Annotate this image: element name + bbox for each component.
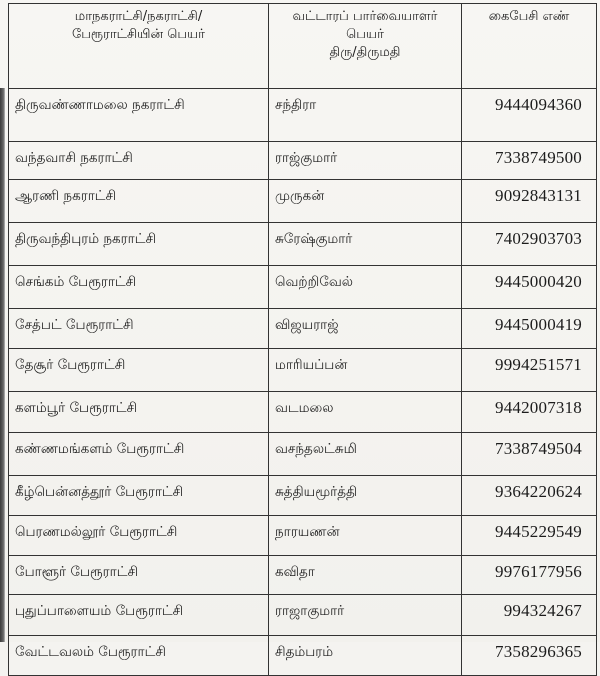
local-body-name: ஆரணி நகராட்சி — [9, 180, 269, 223]
mobile-number: 9976177956 — [462, 556, 597, 595]
observer-name: ராஜாகுமார் — [269, 595, 462, 636]
observer-name: வசந்தலட்சுமி — [269, 433, 462, 476]
mobile-number: 7358296365 — [462, 636, 597, 676]
header-local-body-name: மாநகராட்சி/நகராட்சி/ பேரூராட்சியின் பெயர் — [9, 4, 269, 89]
mobile-number: 9445000419 — [462, 309, 597, 349]
page-edge-shadow — [0, 88, 5, 642]
local-body-name: திருவந்திபுரம் நகராட்சி — [9, 223, 269, 266]
mobile-number: 9445229549 — [462, 516, 597, 556]
local-body-name: தேசூர் பேரூராட்சி — [9, 349, 269, 392]
table-row — [9, 266, 597, 309]
table-row — [9, 516, 597, 556]
mobile-number: 7338749500 — [462, 142, 597, 180]
table-row — [9, 476, 597, 516]
observer-name: ராஜ்குமார் — [269, 142, 462, 180]
observer-name: விஜயராஜ் — [269, 309, 462, 349]
mobile-number: 9092843131 — [462, 180, 597, 223]
mobile-number: 9444094360 — [462, 89, 597, 142]
mobile-number: 9442007318 — [462, 392, 597, 433]
table-header-row — [9, 4, 597, 89]
local-body-name: கீழ்பென்னத்தூர் பேரூராட்சி — [9, 476, 269, 516]
table-row — [9, 223, 597, 266]
observer-name: சுத்தியமூர்த்தி — [269, 476, 462, 516]
mobile-number: 7338749504 — [462, 433, 597, 476]
observer-contacts-table — [8, 3, 597, 676]
mobile-number: 9994251571 — [462, 349, 597, 392]
mobile-number: 994324267 — [462, 595, 597, 636]
mobile-number: 9364220624 — [462, 476, 597, 516]
observer-name: வெற்றிவேல் — [269, 266, 462, 309]
observer-name: சிதம்பரம் — [269, 636, 462, 676]
observer-name: நாரயணன் — [269, 516, 462, 556]
table-row — [9, 556, 597, 595]
local-body-name: போளூர் பேரூராட்சி — [9, 556, 269, 595]
observer-name: மாரியப்பன் — [269, 349, 462, 392]
table-row — [9, 595, 597, 636]
table-row — [9, 180, 597, 223]
local-body-name: திருவண்ணாமலை நகராட்சி — [9, 89, 269, 142]
table-row — [9, 433, 597, 476]
observer-name: கவிதா — [269, 556, 462, 595]
mobile-number: 9445000420 — [462, 266, 597, 309]
header-observer-name: வட்டாரப் பார்வையாளர் பெயர் திரு/திருமதி — [269, 4, 462, 89]
local-body-name: புதுப்பாளையம் பேரூராட்சி — [9, 595, 269, 636]
table-row — [9, 89, 597, 142]
local-body-name: செங்கம் பேரூராட்சி — [9, 266, 269, 309]
local-body-name: களம்பூர் பேரூராட்சி — [9, 392, 269, 433]
local-body-name: பெரணமல்லூர் பேரூராட்சி — [9, 516, 269, 556]
observer-name: சந்திரா — [269, 89, 462, 142]
table-row — [9, 349, 597, 392]
header-mobile-number: கைபேசி எண் — [462, 4, 597, 89]
observer-name: வடமலை — [269, 392, 462, 433]
table-row — [9, 309, 597, 349]
table-row — [9, 392, 597, 433]
local-body-name: வந்தவாசி நகராட்சி — [9, 142, 269, 180]
mobile-number: 7402903703 — [462, 223, 597, 266]
observer-name: முருகன் — [269, 180, 462, 223]
local-body-name: கண்ணமங்களம் பேரூராட்சி — [9, 433, 269, 476]
table-row — [9, 142, 597, 180]
local-body-name: வேட்டவலம் பேரூராட்சி — [9, 636, 269, 676]
observer-name: சுரேஷ்குமார் — [269, 223, 462, 266]
local-body-name: சேத்பட் பேரூராட்சி — [9, 309, 269, 349]
